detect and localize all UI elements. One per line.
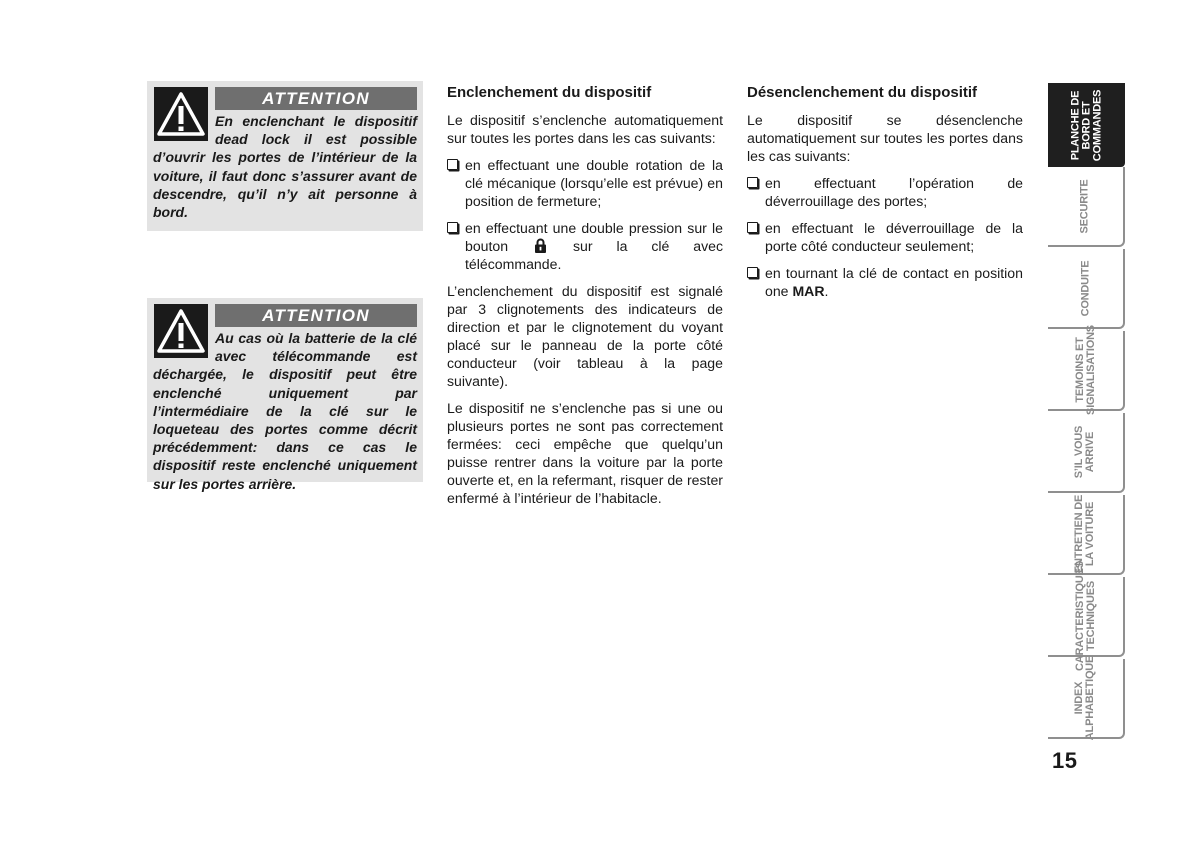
tab-sil-vous-arrive[interactable]: S’IL VOUS ARRIVE [1048,413,1125,493]
column-desenclenchement [747,83,1023,309]
ignition-position-label: MAR [792,283,825,299]
warning-box-2 [147,298,423,492]
tab-caracteristiques[interactable]: CARACTERISTIQUES TECHNIQUES [1048,577,1125,657]
checkbox-bullet-icon [747,267,758,278]
paragraph: Le dispositif ne s’enclenche pas si une ou plusieurs portes ne sont pas correctement fermées: ceci empêche que quelqu’un puisse rentrer dans la voiture par la porte ouverte et, en la refermant, risquer de rester enfermé à l’intérieur de l’habitacle. [447,400,723,506]
column-enclenchement [447,83,723,516]
intro-paragraph: Le dispositif se désenclenche automatiquement sur toutes les portes dans les cas suivants: [747,112,1023,164]
tab-planche-de-bord[interactable]: PLANCHE DE BORD ET COMMANDES [1048,83,1125,167]
padlock-icon [534,238,547,253]
checkbox-bullet-icon [447,222,458,233]
list-item: en effectuant le déverrouillage de la porte côté conducteur seulement; [747,219,1023,255]
tab-entretien[interactable]: ENTRETIEN DE LA VOITURE [1048,495,1125,575]
list-item: en effectuant l’opération de déverrouillage des portes; [747,174,1023,210]
checkbox-bullet-icon [447,159,458,170]
warning-box-1 [147,81,423,231]
intro-paragraph: Le dispositif s’enclenche automatiquement sur toutes les portes dans les cas suivants: [447,112,723,146]
section-heading: Enclenchement du dispositif [447,84,652,101]
list-item: en tournant la clé de contact en position one MAR. [747,264,1023,300]
section-heading: Désenclenchement du dispositif [747,84,978,101]
list-item: en effectuant une double pression sur le bouton sur la clé avec télécommande. [447,219,723,273]
list-item: en effectuant une double rotation de la clé mécanique (lorsqu’elle est prévue) en position de fermeture; [447,156,723,210]
tab-index[interactable]: INDEX ALPHABETIQUE [1048,659,1125,739]
tab-securite[interactable]: SECURITE [1048,167,1125,247]
tab-temoins[interactable]: TEMOINS ET SIGNALISATIONS [1048,331,1125,411]
conditions-list [747,174,1023,300]
conditions-list [447,156,723,273]
checkbox-bullet-icon [747,222,758,233]
page-number: 15 [1052,748,1078,773]
warning-heading: ATTENTION [215,87,417,110]
paragraph: L’enclenchement du dispositif est signalé par 3 clignotements des indicateurs de direction et par le clignotement du voyant placé sur le panneau de la porte côté conducteur (voir tableau à la page suivante). [447,283,723,389]
checkbox-bullet-icon [747,177,758,188]
tab-conduite[interactable]: CONDUITE [1048,249,1125,329]
warning-text: Au cas où la batterie de la clé avec télécommande est déchargée, le dispositif peut être enclenché uniquement par l’intermédiaire de la clé sur le loqueteau des portes comme décrit précédemment: dans ce cas le dispositif reste enclenché uniquement sur les portes arrière. [153,330,417,492]
warning-heading: ATTENTION [215,304,417,327]
warning-text: En enclenchant le dispositif dead lock il est possible d’ouvrir les portes de l’intérieur de la voiture, il faut donc s’assurer avant de descendre, qu’il n’y ait personne à bord. [153,113,417,221]
